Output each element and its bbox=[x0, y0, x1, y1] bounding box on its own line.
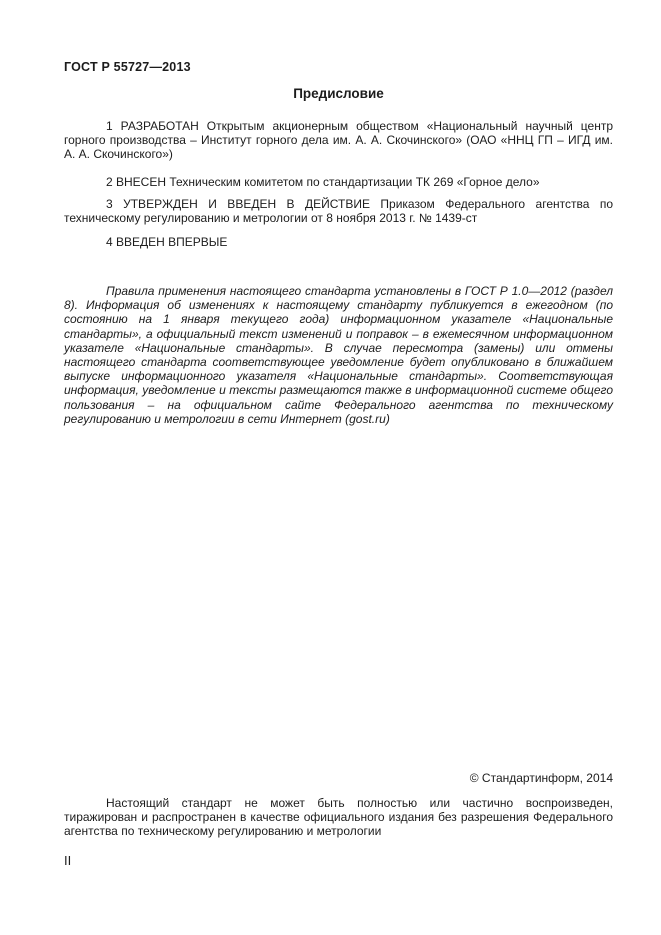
foreword-item-developed: 1 РАЗРАБОТАН Открытым акционерным обществом «Национальный научный центр горного производства – Институт горного дела им. А. А. Скочинского» (ОАО «ННЦ ГП – ИГД им. А. А. Скочинского») bbox=[64, 119, 613, 161]
foreword-item-first-edition: 4 ВВЕДЕН ВПЕРВЫЕ bbox=[106, 235, 228, 249]
document-code: ГОСТ Р 55727—2013 bbox=[64, 60, 191, 74]
foreword-item-submitted: 2 ВНЕСЕН Техническим комитетом по стандартизации ТК 269 «Горное дело» bbox=[106, 175, 540, 189]
reproduction-notice: Настоящий стандарт не может быть полностью или частично воспроизведен, тиражирован и распространен в качестве официального издания без разрешения Федерального агентства по техническому регулированию и метрологии bbox=[64, 796, 613, 838]
page-title: Предисловие bbox=[293, 86, 384, 101]
application-rules-note: Правила применения настоящего стандарта установлены в ГОСТ Р 1.0—2012 (раздел 8). Информация об изменениях к настоящему стандарту публикуется в ежегодном (по состоянию на 1 января текущего года) информационном указателе «Национальные стандарты», а официальный текст изменений и поправок – в ежемесячном информационном указателе «Национальные стандарты». В случае пересмотра (замены) или отмены настоящего стандарта соответствующее уведомление будет опубликовано в ближайшем выпуске информационного указателя «Национальные стандарты». Соответствующая информация, уведомление и тексты размещаются также в информационной системе общего пользования – на официальном сайте Федерального агентства по техническому регулированию и метрологии в сети Интернет (gost.ru) bbox=[64, 284, 613, 426]
foreword-item-approved: 3 УТВЕРЖДЕН И ВВЕДЕН В ДЕЙСТВИЕ Приказом Федерального агентства по техническому регулированию и метрологии от 8 ноября 2013 г. № 1439-ст bbox=[64, 197, 613, 225]
page-number: II bbox=[64, 853, 72, 868]
copyright-line: © Стандартинформ, 2014 bbox=[469, 771, 613, 785]
